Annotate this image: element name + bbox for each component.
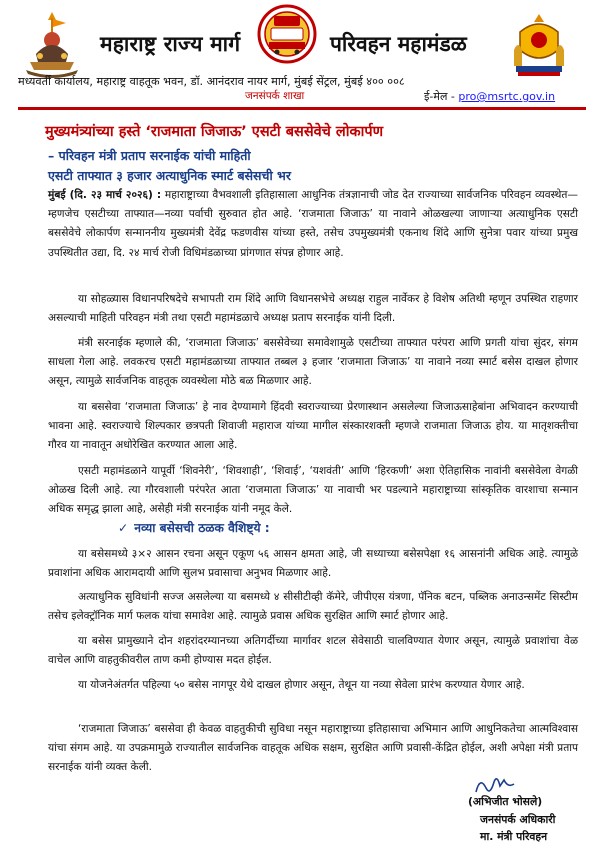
msrtc-logo-icon [257,4,317,64]
shivaji-emblem-icon [22,10,82,78]
email-link[interactable]: pro@msrtc.gov.in [458,90,556,103]
paragraph-9: या योजनेअंतर्गत पहिल्या ५० बसेस नागपूर येथे दाखल होणार असून, तेथून या नव्या सेवेला प्रारंभ करण्यात येणार आहे. [78,679,525,691]
signatory-office: मा. मंत्री परिवहन [480,830,548,843]
paragraph-3: मंत्री सरनाईक म्हणाले की, ‘राजमाता जिजाऊ’ बससेवेच्या समावेशामुळे एसटीच्या ताफ्यात परंपरा आणि प्रगती यांचा सुंदर, संगम साधला गेला आहे. लवकरच एसटी महामंडळाच्या ताफ्यात तब्बल ३ हजार ‘राजमाता जिजाऊ’ या नावाने नव्या स्मार्ट बसेस दाखल होणार असून, त्यामुळे सार्वजनिक वाहतूक व्यवस्थेला मोठे बळ मिळणार आहे. [48,337,578,388]
signatory-title: जनसंपर्क अधिकारी [480,813,556,826]
dateline: मुंबई (दि. २३ मार्च २०२६) : [48,189,162,201]
paragraph-1-text: महाराष्ट्राच्या वैभवशाली इतिहासाला आधुनिक तंत्रज्ञानाची जोड देत राज्याच्या सार्वजनिक परिवहन व्यवस्थेत—म्हणजेच एसटीच्या ताफ्यात—नव्या पर्वाची सुरुवात होत आहे. ‘राजमाता जिजाऊ’ या नावाने ओळखल्या जाणाऱ्या अत्याधुनिक एसटी बससेवेचे लोकार्पण सन्माननीय मुख्यमंत्री देवेंद्र फडणवीस यांच्या हस्ते, तसेच उपमुख्यमंत्री एकनाथ शिंदे आणि सुनेत्रा पवार यांच्या प्रमुख उपस्थितीत उद्या, दि. २४ मार्च रोजी विधिमंडळाच्या प्रांगणात संपन्न होणार आहे. [48,189,578,259]
paragraph-2: या सोहळ्यास विधानपरिषदेचे सभापती राम शिंदे आणि विधानसभेचे अध्यक्ष राहुल नार्वेकर हे विशेष अतिथी म्हणून उपस्थित राहणार असल्याची माहिती परिवहन मंत्री तथा एसटी महामंडळाचे अध्यक्ष प्रताप सरनाईक यांनी दिली. [48,293,578,325]
features-title: नव्या बसेसची ठळक वैशिष्ट्ये : [134,521,270,535]
header-divider [18,107,586,110]
org-name-right: परिवहन महामंडळ [330,32,467,56]
paragraph-6: या बसेसमध्ये ३×२ आसन रचना असून एकूण ५६ आसन क्षमता आहे, जी सध्याच्या बसेसपेक्षा १६ आसनांनी अधिक आहे. त्यामुळे प्रवाशांना अधिक आरामदायी आणि सुलभ प्रवासाचा अनुभव मिळणार आहे. [48,548,578,580]
features-heading [118,519,270,536]
paragraph-8: या बसेस प्रामुख्याने दोन शहरांदरम्यानच्या अतिगर्दीच्या मार्गावर शटल सेवेसाठी चालविण्यात येणार असून, त्यामुळे प्रवाशांचा वेळ वाचेल आणि वाहतुकीवरील ताण कमी होण्यास मदत होईल. [48,635,578,667]
checkmark-icon: ✓ [118,521,129,535]
sub-headline: – परिवहन मंत्री प्रताप सरनाईक यांची माहिती [48,148,251,163]
signatory-name: (अभिजीत भोसले) [468,795,543,808]
org-name-left: महाराष्ट्र राज्य मार्ग [100,32,241,56]
main-headline: मुख्यमंत्र्यांच्या हस्ते ‘राजमाता जिजाऊ’ एसटी बससेवेचे लोकार्पण [45,124,384,140]
email-label: ई-मेल - [424,90,455,103]
paragraph-4: या बससेवा ‘राजमाता जिजाऊ’ हे नाव देण्यामागे हिंदवी स्वराज्याच्या प्रेरणास्थान असलेल्या जिजाऊसाहेबांना अभिवादन करण्याची भावना आहे. स्वराज्याचे शिल्पकार छत्रपती शिवाजी महाराज यांच्या मागील संस्कारशक्ती म्हणजे राजमाता जिजाऊ होय. या मातृशक्तीचा गौरव या नावातून अधोरेखित करण्यात आला आहे. [48,401,578,452]
paragraph-1 [48,186,578,263]
office-address: मध्यवर्ती कार्यालय, महाराष्ट्र वाहतूक भवन, डॉ. आनंदराव नायर मार्ग, मुंबई सेंट्रल, मुंबई ४०० ००८ [18,75,405,88]
pr-cell-label: जनसंपर्क शाखा [245,90,305,102]
paragraph-10: ‘राजमाता जिजाऊ’ बससेवा ही केवळ वाहतुकीची सुविधा नसून महाराष्ट्राच्या इतिहासाचा अभिमान आणि आधुनिकतेचा आत्मविश्वास यांचा संगम आहे. या उपक्रमामुळे राज्यातील सार्वजनिक वाहतूक अधिक सक्षम, सुरक्षित आणि प्रवासी-केंद्रित होईल, अशी अपेक्षा मंत्री प्रताप सरनाईक यांनी व्यक्त केली. [48,723,578,774]
maharashtra-emblem-icon [508,10,570,78]
paragraph-5: एसटी महामंडळाने यापूर्वी ‘शिवनेरी’, ‘शिवशाही’, ‘शिवाई’, ‘यशवंती’ आणि ‘हिरकणी’ अशा ऐतिहासिक नावांनी बससेवेला वेगळी ओळख दिली आहे. त्या गौरवशाली परंपरेत आता ‘राजमाता जिजाऊ’ या नावाची भर पडल्याने महाराष्ट्राच्या सांस्कृतिक वारशाचा सन्मान अधिक समृद्ध झाला आहे, असेही मंत्री सरनाईक यांनी नमूद केले. [48,465,578,516]
sub-headline-2: एसटी ताफ्यात ३ हजार अत्याधुनिक स्मार्ट बसेसची भर [48,168,291,183]
paragraph-7: अत्याधुनिक सुविधांनी सज्ज असलेल्या या बसमध्ये ४ सीसीटीव्ही कॅमेरे, जीपीएस यंत्रणा, पॅनिक बटन, पब्लिक अनाउन्समेंट सिस्टीम तसेच इलेक्ट्रॉनिक मार्ग फलक यांचा समावेश आहे. त्यामुळे प्रवास अधिक सुरक्षित आणि स्मार्ट होणार आहे. [48,591,578,623]
email-line [424,89,555,104]
